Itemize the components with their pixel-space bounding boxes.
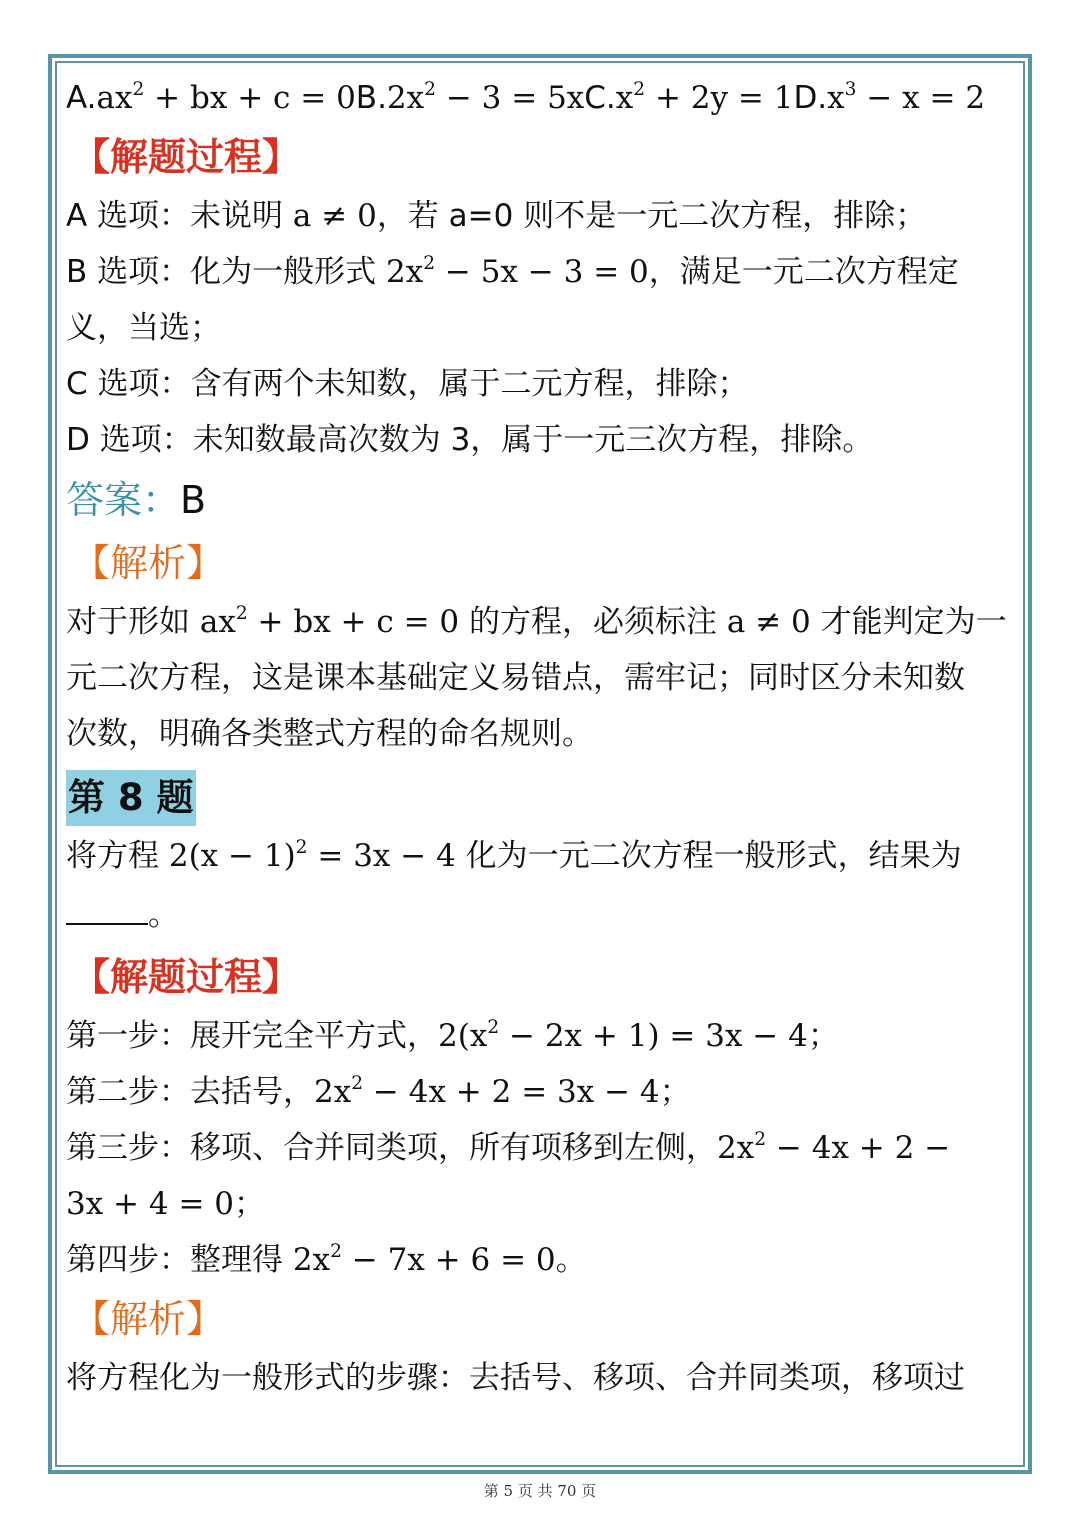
problem-8-title: 第 8 题: [66, 770, 196, 826]
analysis-text-line-1: 对于形如 $ax^2$ + bx + c = 0 的方程，必须标注 a ≠ 0 才能判定为一: [66, 602, 1007, 640]
option-b-equation: $2x^2 - 3 = 5x$: [386, 78, 585, 116]
step-3: 第三步：移项、合并同类项，所有项移到左侧，$2x^2 - 4x + 2$ −: [66, 1128, 951, 1166]
answer-line: [66, 468, 1016, 532]
step-1: 第一步：展开完全平方式，$2(x^2 - 2x + 1) = 3x - 4$；: [66, 1016, 839, 1054]
option-d-label: D.: [793, 80, 828, 116]
option-c-explanation: C 选项：含有两个未知数，属于二元方程，排除；: [66, 366, 749, 402]
option-b-label: B.: [355, 80, 387, 116]
analysis-text-line-3: 次数，明确各类整式方程的命名规则。: [66, 716, 593, 752]
option-b-explanation: B 选项：化为一般形式 $2x^2 - 5x - 3 = 0$，满足一元二次方程定: [66, 252, 959, 290]
document-content: [66, 70, 1016, 1406]
option-d-explanation: D 选项：未知数最高次数为 3，属于一元三次方程，排除。: [66, 422, 874, 458]
answer-label: 答案：: [66, 478, 181, 522]
solution-process-heading: 【解题过程】: [72, 135, 301, 179]
analysis-text-line-2: 元二次方程，这是课本基础定义易错点，需牢记；同时区分未知数: [66, 660, 965, 696]
options-line: [66, 70, 1016, 126]
page-footer: 第 5 页 共 70 页: [483, 1482, 597, 1500]
option-d-equation: $x^3 - x = 2$: [827, 78, 986, 116]
step-4: 第四步：整理得 $2x^2 - 7x + 6 = 0$。: [66, 1240, 587, 1278]
problem-8-question: 将方程 $2(x - 1)^2 = 3x - 4$ 化为一元二次方程一般形式，结果为: [66, 836, 962, 874]
answer-value: B: [180, 478, 207, 522]
problem-8-analysis-heading: 【解析】: [72, 1297, 225, 1341]
analysis-heading: 【解析】: [72, 541, 225, 585]
problem-8-answer-blank-line: 。: [66, 884, 1016, 946]
option-a-equation: $ax^2$ + bx + c = 0: [96, 78, 356, 116]
option-a-label: A.: [66, 80, 97, 116]
option-c-equation: $x^2 + 2y = 1$: [615, 78, 794, 116]
option-c-label: C.: [584, 80, 616, 116]
problem-8-process-heading: 【解题过程】: [72, 955, 301, 999]
option-b-explanation-cont: 义，当选；: [66, 310, 221, 346]
problem-8-analysis-text: 将方程化为一般形式的步骤：去括号、移项、合并同类项，移项过: [66, 1360, 965, 1396]
answer-blank: [66, 903, 148, 925]
option-a-explanation: A 选项：未说明 a ≠ 0，若 a=0 则不是一元二次方程，排除；: [66, 198, 927, 234]
step-2: 第二步：去括号，$2x^2 - 4x + 2 = 3x - 4$；: [66, 1072, 691, 1110]
step-3-cont: 3x + 4 = 0；: [66, 1186, 266, 1222]
